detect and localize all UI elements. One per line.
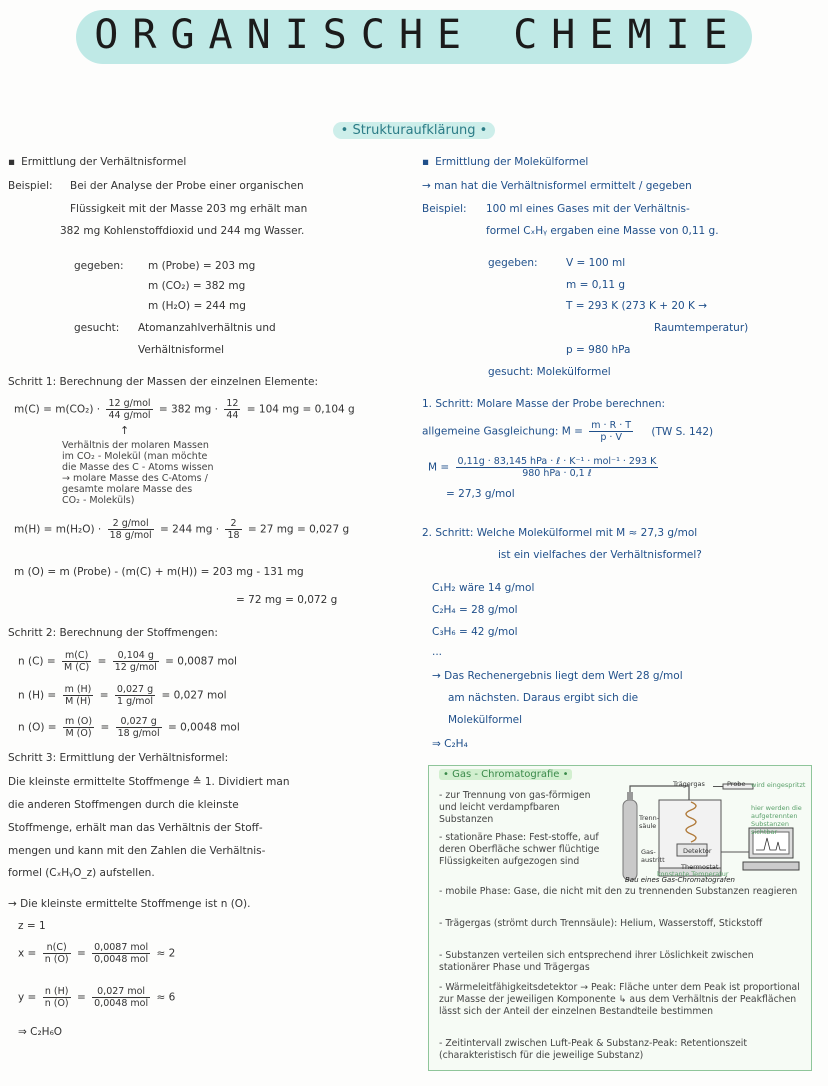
z-equation: z = 1 bbox=[18, 920, 46, 932]
x-equation: x = $\frac{n(C)}{n (O)}$ = $\frac{\text{0,0087 mol}}{\text{0,0048 mol}}$ ≈ 2 bbox=[18, 942, 176, 965]
gc-point: - Substanzen verteilen sich entsprechend ihrer Löslichkeit zwischen stationärer Phase und Trägergas bbox=[439, 950, 801, 974]
right-given-value: T = 293 K (273 K + 20 K → bbox=[566, 300, 708, 312]
gc-point: - Trägergas (strömt durch Trennsäule): Helium, Wasserstoff, Stickstoff bbox=[439, 918, 801, 930]
molar-mass-result: = 27,3 g/mol bbox=[446, 488, 515, 500]
molar-mass-calc: M = $\frac{\text{0,11g · 83,145 hPa · ℓ · K⁻¹ · mol⁻¹ · 293 K}}{\text{980 hPa · 0,1 ℓ}}$ bbox=[428, 456, 657, 479]
gc-point: - mobile Phase: Gase, die nicht mit den zu trennenden Substanzen reagieren bbox=[439, 886, 801, 898]
molar-mass-note: Verhältnis der molaren Massen im CO₂ - Molekül (man möchte die Masse des C - Atoms wissen → molare Masse des C-Atoms / gesamte molare Masse des CO₂ - Moleküls) bbox=[62, 440, 214, 506]
left-example-label: Beispiel: bbox=[8, 180, 53, 192]
right-step2-heading: ist ein vielfaches der Verhältnisformel? bbox=[498, 549, 702, 561]
amount-o-equation: n (O) = $\frac{m (O)}{M (O)}$ = $\frac{0,027 g}{\text{18 g/mol}}$ = 0,0048 mol bbox=[18, 716, 240, 739]
right-given-value: V = 100 ml bbox=[566, 257, 626, 269]
step3-text: formel (CₓHᵧO_z) aufstellen. bbox=[8, 867, 155, 879]
left-example-line: Bei der Analyse der Probe einer organischen bbox=[70, 180, 304, 192]
step2-heading: Schritt 2: Berechnung der Stoffmengen: bbox=[8, 627, 218, 639]
page-subtitle: • Strukturaufklärung • bbox=[314, 123, 514, 138]
wanted-label: gesucht: bbox=[74, 322, 120, 334]
candidate-formula: C₁H₂ wäre 14 g/mol bbox=[432, 582, 535, 594]
fig-label-gasaustritt: Gas-austritt bbox=[641, 848, 665, 864]
given-label: gegeben: bbox=[74, 260, 124, 272]
right-example-label: Beispiel: bbox=[422, 203, 467, 215]
y-equation: y = $\frac{n (H)}{n (O)}$ = $\frac{\text{0,027 mol}}{\text{0,0048 mol}}$ ≈ 6 bbox=[18, 986, 176, 1009]
gc-point: - Wärmeleitfähigkeitsdetektor → Peak: Fläche unter dem Peak ist proportional zur Masse der jeweiligen Komponente ↳ aus dem Verhältnis der Peakflächen lässt sich der Anteil der einzelnen Bestandteile bestimmen bbox=[439, 982, 801, 1018]
fig-note-bottom: konstante Temperatur bbox=[657, 870, 729, 878]
step3-text: Die kleinste ermittelte Stoffmenge ≙ 1. Dividiert man bbox=[8, 776, 290, 788]
gas-equation: allgemeine Gasgleichung: M = $\frac{m \cdot R \cdot T}{p \cdot V}$ (TW S. 142) bbox=[422, 420, 714, 443]
gc-point: - Zeitintervall zwischen Luft-Peak & Substanz-Peak: Retentionszeit (charakteristisch für die jeweilige Substanz) bbox=[439, 1038, 801, 1062]
left-result: ⇒ C₂H₆O bbox=[18, 1026, 63, 1038]
right-step2-heading: 2. Schritt: Welche Molekülformel mit M ≈ 27,3 g/mol bbox=[422, 527, 698, 539]
candidate-dots: ... bbox=[432, 646, 443, 658]
arrow-up-icon: ↑ bbox=[120, 424, 130, 437]
mass-h-equation: m(H) = m(H₂O) · $\frac{\text{2 g/mol}}{\text{18 g/mol}}$ = 244 mg · $\frac{2}{18}$ = 27 mg = 0,027 g bbox=[14, 518, 350, 541]
step3-text: → Die kleinste ermittelte Stoffmenge ist n (O). bbox=[8, 898, 251, 910]
step3-text: die anderen Stoffmengen durch die kleinste bbox=[8, 799, 239, 811]
fig-label-trennsaeule: Trenn-säule bbox=[639, 814, 660, 830]
left-example-line: Flüssigkeit mit der Masse 203 mg erhält man bbox=[70, 203, 308, 215]
gc-title: • Gas - Chromatografie • bbox=[439, 769, 572, 780]
right-text: → man hat die Verhältnisformel ermittelt / gegeben bbox=[422, 180, 692, 192]
wanted-value: Atomanzahlverhältnis und bbox=[138, 322, 276, 334]
step3-text: Stoffmenge, erhält man das Verhältnis der Stoff- bbox=[8, 822, 263, 834]
right-text: formel CₓHᵧ ergaben eine Masse von 0,11 g. bbox=[486, 225, 719, 237]
fig-note-right: hier werden die aufgetrennten Substanzen sichtbar bbox=[751, 804, 802, 836]
given-value: m (CO₂) = 382 mg bbox=[148, 280, 246, 292]
gas-chromatography-box bbox=[428, 765, 812, 1071]
candidate-formula: C₃H₆ = 42 g/mol bbox=[432, 626, 518, 638]
mass-o-equation: m (O) = m (Probe) - (m(C) + m(H)) = 203 mg - 131 mg bbox=[14, 566, 304, 578]
right-result: ⇒ C₂H₄ bbox=[432, 738, 468, 750]
given-value: m (H₂O) = 244 mg bbox=[148, 300, 246, 312]
left-heading: ▪ Ermittlung der Verhältnisformel bbox=[8, 156, 186, 168]
fig-label-traegergas: Trägergas bbox=[673, 780, 705, 788]
fig-note-probe: wird eingespritzt bbox=[751, 781, 806, 789]
step3-heading: Schritt 3: Ermittlung der Verhältnisformel: bbox=[8, 752, 229, 764]
fig-caption: Bau eines Gas-Chromatografen bbox=[625, 876, 735, 884]
amount-h-equation: n (H) = $\frac{m (H)}{M (H)}$ = $\frac{0,027 g}{\text{1 g/mol}}$ = 0,027 mol bbox=[18, 684, 227, 707]
fig-label-thermostat: Thermostat bbox=[681, 863, 719, 871]
page-title: ORGANISCHE CHEMIE bbox=[0, 12, 828, 58]
right-wanted: gesucht: Molekülformel bbox=[488, 366, 611, 378]
wanted-value: Verhältnisformel bbox=[138, 344, 224, 356]
right-given-value: Raumtemperatur) bbox=[654, 322, 749, 334]
given-value: m (Probe) = 203 mg bbox=[148, 260, 256, 272]
conclusion-text: Molekülformel bbox=[448, 714, 523, 726]
mass-o-result: = 72 mg = 0,072 g bbox=[236, 594, 338, 606]
right-text: 100 ml eines Gases mit der Verhältnis- bbox=[486, 203, 690, 215]
right-step1-heading: 1. Schritt: Molare Masse der Probe berechnen: bbox=[422, 398, 666, 410]
left-example-line: 382 mg Kohlenstoffdioxid und 244 mg Wasser. bbox=[60, 225, 305, 237]
gc-point: - stationäre Phase: Fest-stoffe, auf deren Oberfläche schwer flüchtige Flüssigkeiten aufgezogen sind bbox=[439, 832, 611, 868]
step3-text: mengen und kann mit den Zahlen die Verhältnis- bbox=[8, 845, 266, 857]
fig-label-detektor: Detektor bbox=[683, 847, 712, 855]
right-given-value: m = 0,11 g bbox=[566, 279, 626, 291]
gc-point: - zur Trennung von gas-förmigen und leicht verdampfbaren Substanzen bbox=[439, 790, 611, 826]
step1-heading: Schritt 1: Berechnung der Massen der einzelnen Elemente: bbox=[8, 376, 319, 388]
amount-c-equation: n (C) = $\frac{m(C)}{M (C)}$ = $\frac{0,104 g}{\text{12 g/mol}}$ = 0,0087 mol bbox=[18, 650, 237, 673]
right-heading: ▪ Ermittlung der Molekülformel bbox=[422, 156, 588, 168]
conclusion-text: → Das Rechenergebnis liegt dem Wert 28 g/mol bbox=[432, 670, 683, 682]
right-given-value: p = 980 hPa bbox=[566, 344, 631, 356]
conclusion-text: am nächsten. Daraus ergibt sich die bbox=[448, 692, 639, 704]
right-given-label: gegeben: bbox=[488, 257, 538, 269]
mass-c-equation: m(C) = m(CO₂) · $\frac{\text{12 g/mol}}{\text{44 g/mol}}$ = 382 mg · $\frac{12}{44}$ = 104 mg = 0,104 g bbox=[14, 398, 355, 421]
candidate-formula: C₂H₄ = 28 g/mol bbox=[432, 604, 518, 616]
fig-label-probe: Probe bbox=[727, 780, 746, 788]
